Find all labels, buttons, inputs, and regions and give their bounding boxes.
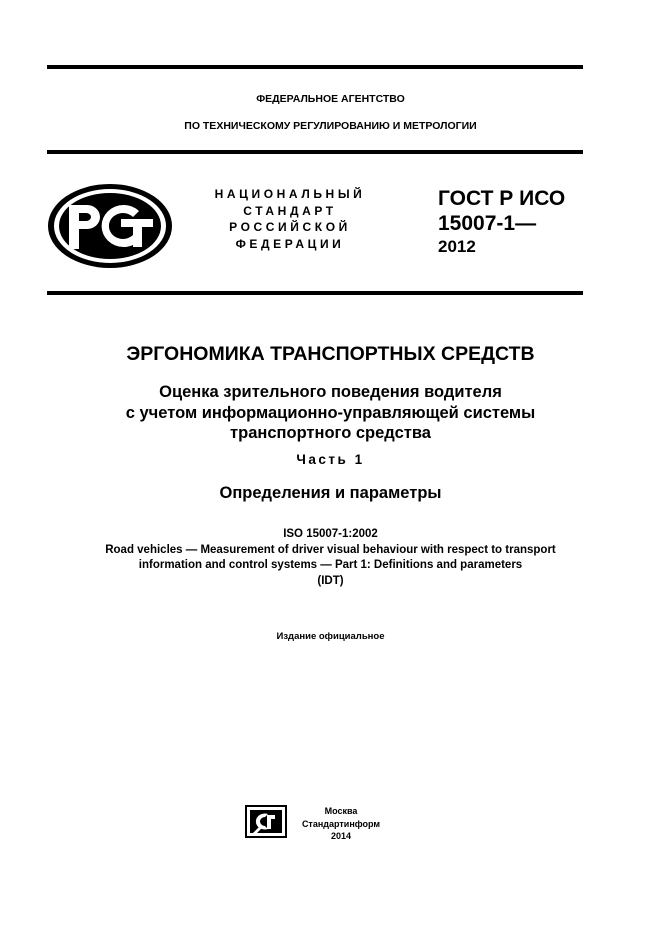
page-title: ЭРГОНОМИКА ТРАНСПОРТНЫХ СРЕДСТВ — [126, 343, 535, 365]
header-divider — [47, 150, 583, 154]
agency-line-2: ПО ТЕХНИЧЕСКОМУ РЕГУЛИРОВАНИЮ И МЕТРОЛОГИИ — [184, 120, 477, 132]
standard-designation — [438, 186, 565, 258]
standard-type-line: ФЕДЕРАЦИИ — [235, 236, 345, 251]
iso-reference — [0, 527, 661, 589]
subtitle-line: с учетом информационно-управляющей системы — [125, 403, 536, 422]
part-number: Часть 1 — [296, 452, 365, 467]
publisher-city: Москва — [324, 806, 358, 816]
subtitle-line: Оценка зрительного поведения водителя — [159, 383, 502, 401]
standartinform-logo-icon — [245, 805, 287, 838]
edition-label: Издание официальное — [276, 631, 385, 642]
standard-type-line: СТАНДАРТ — [243, 203, 337, 218]
subtitle-line: транспортного средства — [230, 424, 431, 442]
publisher-name: Стандартинформ — [301, 818, 381, 829]
subtitle — [0, 382, 661, 444]
part-name: Определения и параметры — [219, 484, 442, 502]
standard-type — [190, 186, 390, 252]
iso-line: (IDT) — [317, 574, 344, 587]
standard-type-line: НАЦИОНАЛЬНЫЙ — [214, 187, 366, 201]
agency-line-1: ФЕДЕРАЛЬНОЕ АГЕНТСТВО — [256, 93, 405, 105]
top-rule — [47, 65, 583, 69]
iso-line: ISO 15007-1:2002 — [283, 528, 378, 540]
iso-line: Road vehicles — Measurement of driver visual behaviour with respect to transport — [105, 543, 556, 556]
designation-line-1: ГОСТ Р ИСО — [438, 187, 566, 210]
publisher-year: 2014 — [330, 831, 352, 841]
designation-line-2: 15007-1— — [438, 212, 537, 235]
standard-type-line: РОССИЙСКОЙ — [229, 220, 351, 234]
designation-year: 2012 — [438, 237, 476, 256]
rst-logo-icon — [47, 183, 173, 269]
publisher-block — [296, 805, 386, 843]
iso-line: information and control systems — Part 1: Definitions and parameters — [138, 559, 523, 571]
designation-divider — [47, 291, 583, 295]
